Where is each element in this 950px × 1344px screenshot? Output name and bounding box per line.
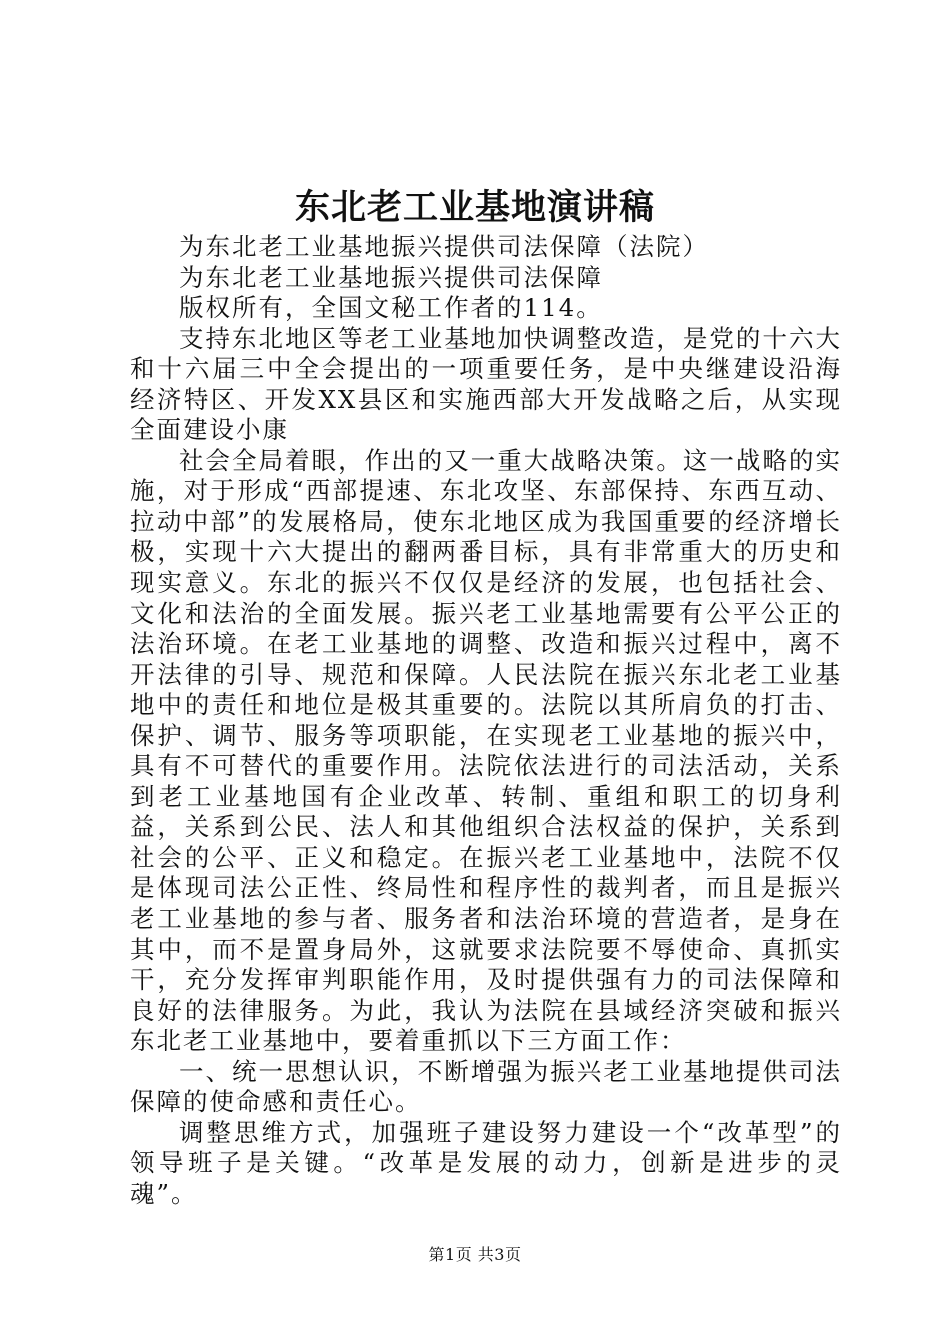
document-body (130, 232, 842, 1210)
paragraph: 版权所有，全国文秘工作者的114。 (179, 293, 603, 323)
paragraph: 社会全局着眼，作出的又一重大战略决策。这一战略的实施，对于形成“西部提速、东北攻坚、东部保持、东西互动、拉动中部”的发展格局，使东北地区成为我国重要的经济增长极，实现十六大提出的翻两番目标，具有非常重大的历史和现实意义。东北的振兴不仅仅是经济的发展，也包括社会、文化和法治的全面发展。振兴老工业基地需要有公平公正的法治环境。在老工业基地的调整、改造和振兴过程中，离不开法律的引导、规范和保障。人民法院在振兴东北老工业基地中的责任和地位是极其重要的。法院以其所肩负的打击、保护、调节、服务等项职能，在实现老工业基地的振兴中，具有不可替代的重要作用。法院依法进行的司法活动，关系到老工业基地国有企业改革、转制、重组和职工的切身利益，关系到公民、法人和其他组织合法权益的保护，关系到社会的公平、正义和稳定。在振兴老工业基地中，法院不仅是体现司法公正性、终局性和程序性的裁判者，而且是振兴老工业基地的参与者、服务者和法治环境的营造者，是身在其中，而不是置身局外，这就要求法院要不辱使命、真抓实干，充分发挥审判职能作用，及时提供强有力的司法保障和良好的法律服务。为此，我认为法院在县域经济突破和振兴东北老工业基地中，要着重抓以下三方面工作： (130, 445, 842, 1056)
paragraph: 为东北老工业基地振兴提供司法保障 (179, 262, 603, 292)
paragraph: 支持东北地区等老工业基地加快调整改造，是党的十六大和十六届三中全会提出的一项重要任务，是中央继建设沿海经济特区、开发XX县区和实施西部大开发战略之后，从实现全面建设小康 (130, 323, 842, 445)
page-footer (0, 1244, 950, 1266)
paragraph: 为东北老工业基地振兴提供司法保障（法院） (179, 232, 709, 261)
paragraph: 一、统一思想认识，不断增强为振兴老工业基地提供司法保障的使命感和责任心。 (130, 1056, 842, 1117)
document-title: 东北老工业基地演讲稿 (294, 187, 655, 228)
paragraph: 调整思维方式，加强班子建设努力建设一个“改革型”的领导班子是关键。“改革是发展的动力，创新是进步的灵魂”。 (130, 1117, 842, 1208)
page-total: 共3页 (477, 1245, 522, 1264)
page-number: 第1页 (428, 1245, 473, 1264)
